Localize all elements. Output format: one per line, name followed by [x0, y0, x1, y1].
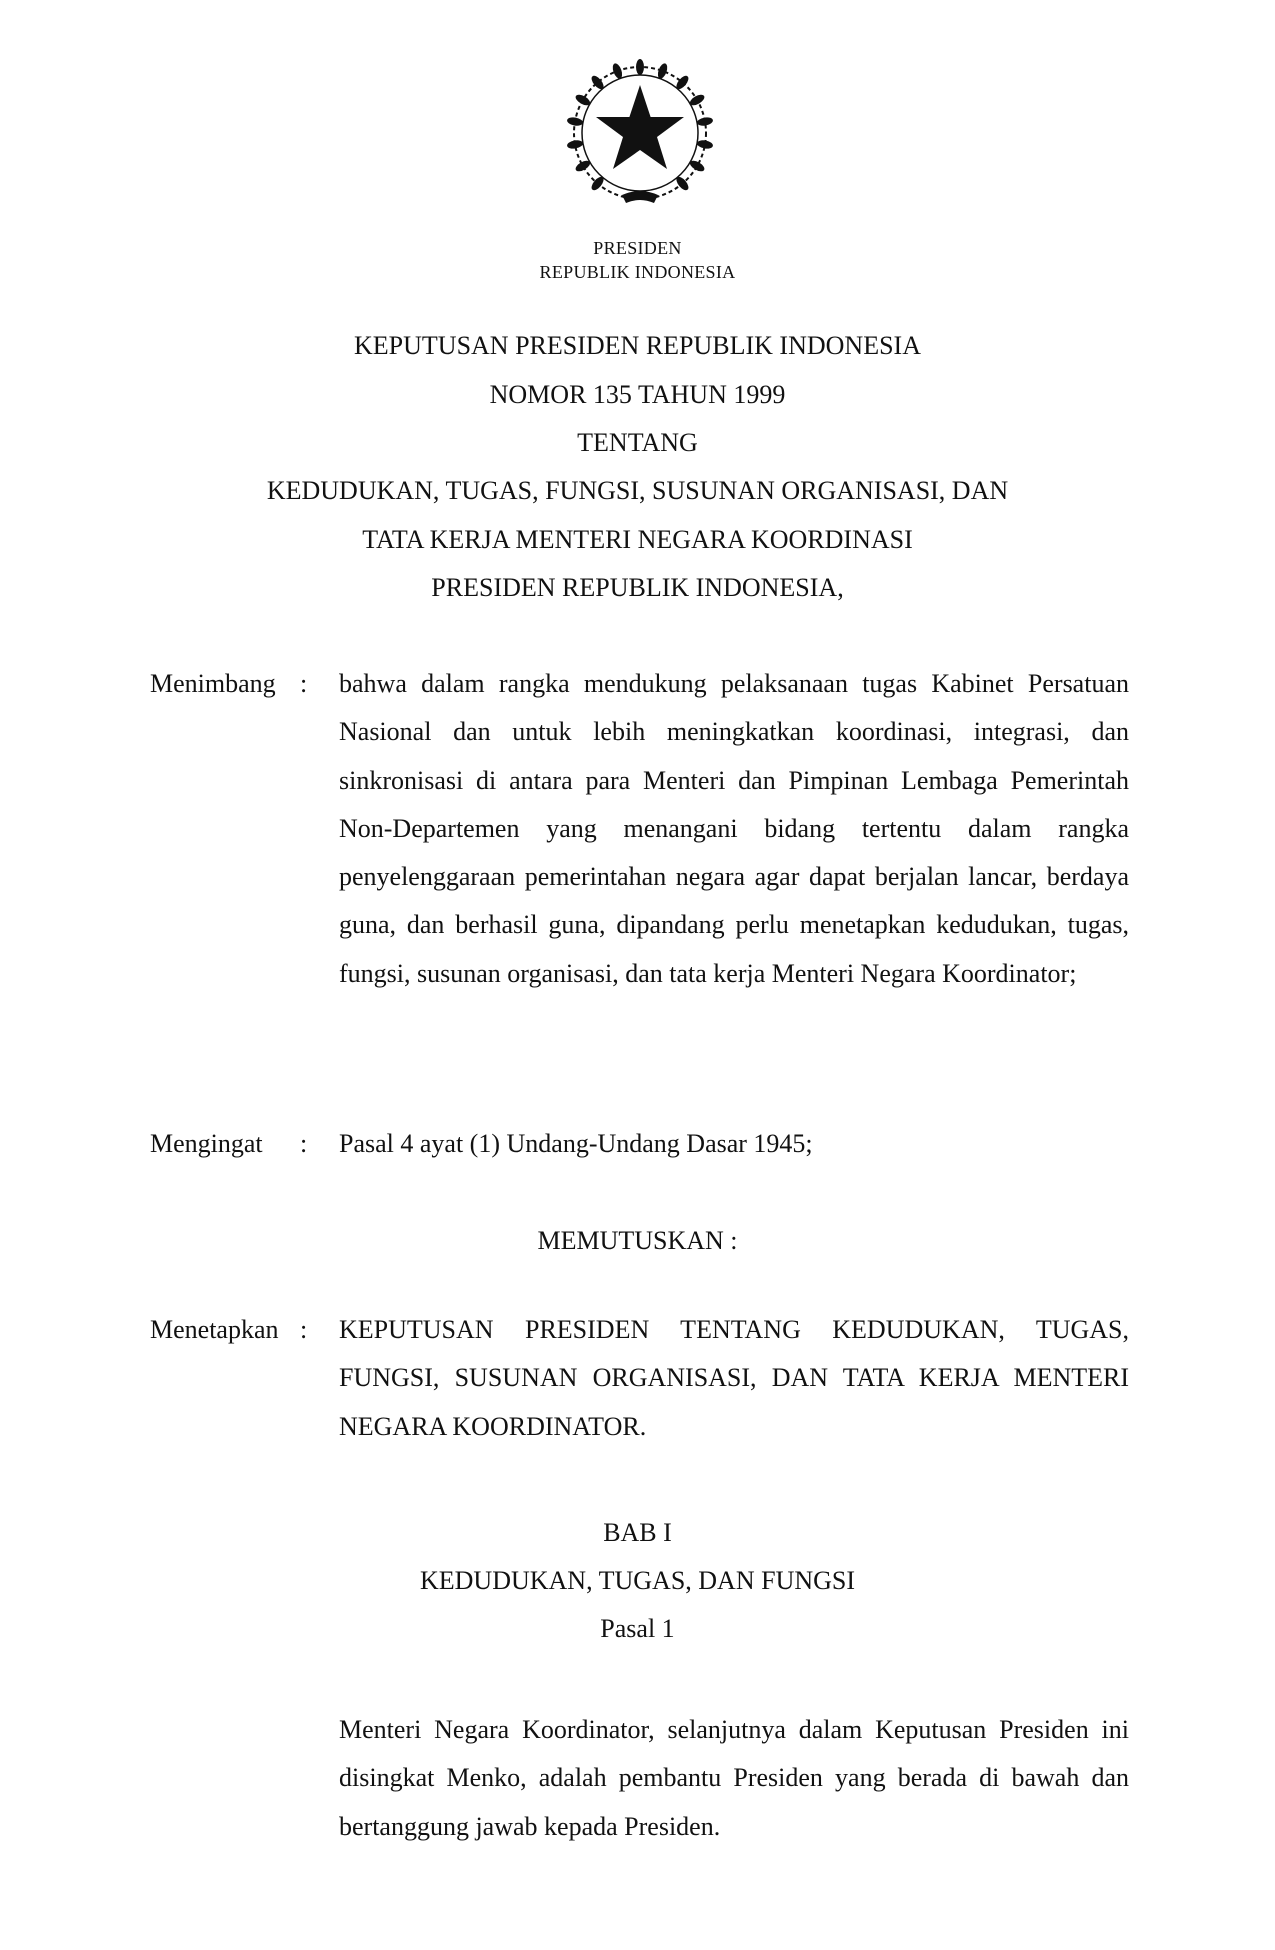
chapter-number: BAB I [603, 1518, 672, 1547]
article-1-text: Menteri Negara Koordinator, selanjutnya dalam Keputusan Presiden ini disingkat Menko, adalah pembantu Presiden yang berada di bawah dan bertanggung jawab kepada Presiden. [339, 1715, 1129, 1841]
decree-subject-line-2: TATA KERJA MENTERI NEGARA KOORDINASI [362, 525, 913, 554]
memutuskan-heading: MEMUTUSKAN : [537, 1226, 738, 1255]
chapter-title: KEDUDUKAN, TUGAS, DAN FUNGSI [419, 1566, 856, 1595]
decree-number: NOMOR 135 TAHUN 1999 [489, 380, 786, 409]
menetapkan-label: Menetapkan [150, 1315, 279, 1344]
issuer-line: PRESIDEN REPUBLIK INDONESIA, [431, 573, 844, 602]
menimbang-text: bahwa dalam rangka mendukung pelaksanaan tugas Kabinet Persatuan Nasional dan untuk lebih meningkatkan koordinasi, integrasi, dan sinkronisasi di antara para Menteri dan Pimpinan Lembaga Pemerintah Non-Departemen yang menangani bidang tertentu dalam rangka penyelenggaraan pemerintahan negara agar dapat berjalan lancar, berdaya guna, dan berhasil guna, dipandang perlu menetapkan kedudukan, tugas, fungsi, susunan organisasi, dan tata kerja Menteri Negara Koordinator; [339, 669, 1129, 988]
decree-tentang: TENTANG [577, 428, 698, 457]
mengingat-text: Pasal 4 ayat (1) Undang-Undang Dasar 1945; [339, 1129, 813, 1158]
menetapkan-colon: : [300, 1315, 308, 1344]
letterhead-president: PRESIDEN [593, 238, 682, 258]
letterhead-republic: REPUBLIK INDONESIA [539, 262, 736, 282]
mengingat-label: Mengingat [150, 1129, 263, 1158]
menetapkan-text: KEPUTUSAN PRESIDEN TENTANG KEDUDUKAN, TUGAS, FUNGSI, SUSUNAN ORGANISASI, DAN TATA KERJA MENTERI NEGARA KOORDINATOR. [339, 1315, 1129, 1441]
menimbang-label: Menimbang [150, 669, 276, 698]
article-number: Pasal 1 [600, 1614, 675, 1643]
menimbang-colon: : [300, 669, 308, 698]
presidential-emblem-icon [560, 55, 720, 215]
decree-title: KEPUTUSAN PRESIDEN REPUBLIK INDONESIA [354, 331, 921, 360]
decree-subject-line-1: KEDUDUKAN, TUGAS, FUNGSI, SUSUNAN ORGANISASI, DAN [266, 476, 1009, 505]
mengingat-colon: : [300, 1129, 308, 1158]
